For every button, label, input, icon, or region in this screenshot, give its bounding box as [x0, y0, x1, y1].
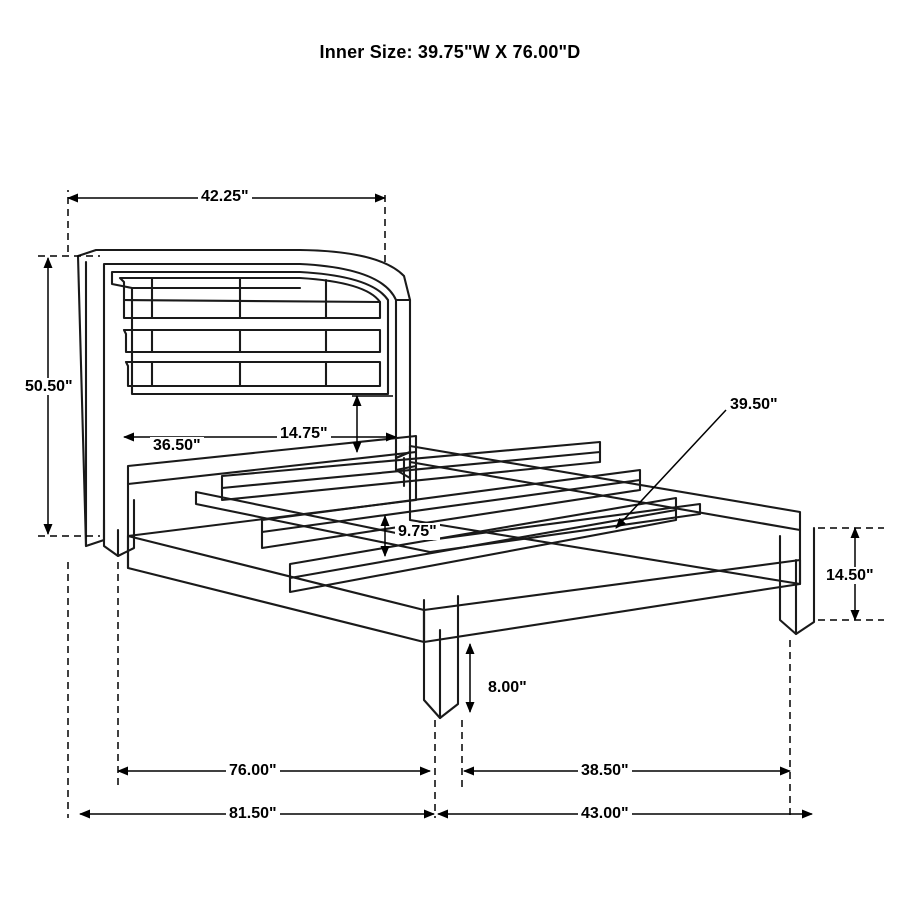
page-title: Inner Size: 39.75"W X 76.00"D	[319, 42, 581, 62]
dimension-label-headboard-lower-width: 36.50"	[150, 437, 204, 454]
dimension-label-slat-gap-height: 14.75"	[277, 425, 331, 442]
bed-outline	[78, 250, 814, 718]
dimension-label-footboard-depth: 38.50"	[578, 762, 632, 779]
dimension-label-footboard-height: 14.50"	[823, 567, 877, 584]
dimension-label-overall-depth: 43.00"	[578, 805, 632, 822]
dimension-label-inner-length: 76.00"	[226, 762, 280, 779]
dimension-label-headboard-height: 50.50"	[22, 378, 76, 395]
dimension-label-overall-length: 81.50"	[226, 805, 280, 822]
dimension-label-deck-height: 9.75"	[395, 523, 440, 540]
dimension-label-leg-height: 8.00"	[485, 679, 530, 696]
dimension-label-headboard-width: 42.25"	[198, 188, 252, 205]
dimension-label-rail-inner-width: 39.50"	[727, 396, 781, 413]
